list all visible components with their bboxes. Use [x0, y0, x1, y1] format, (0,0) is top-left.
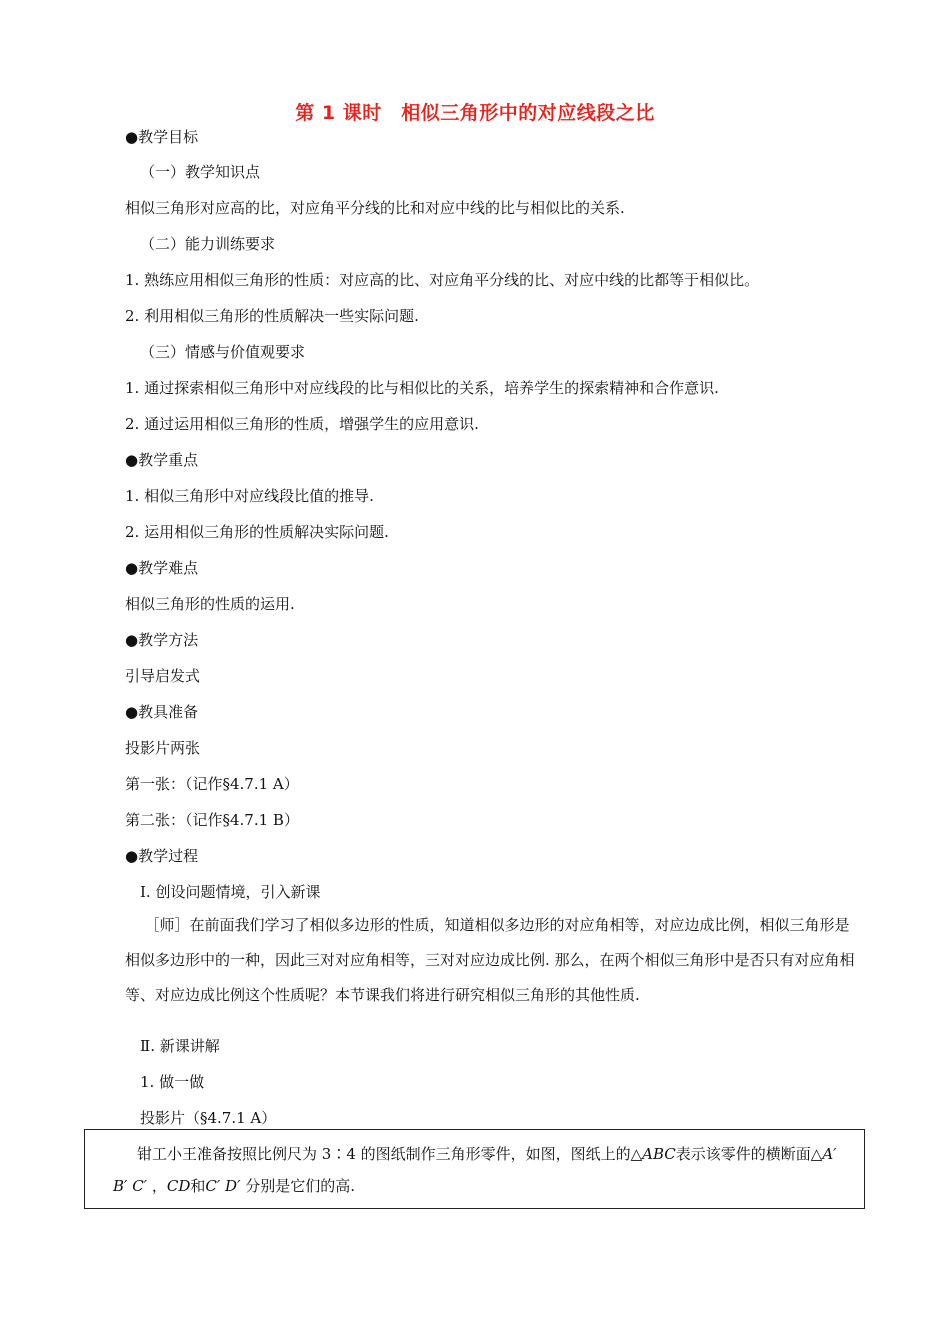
text-line: 第一张：（记作§4.7.1 A）: [125, 775, 299, 793]
subheading-ability: （二）能力训练要求: [140, 235, 276, 253]
section-heading-methods: ●教学方法: [125, 631, 199, 649]
segment-cd: CD: [166, 1177, 191, 1195]
box-text-part: 和: [190, 1177, 206, 1195]
text-line: 投影片两张: [125, 739, 201, 757]
text-line: 引导启发式: [125, 667, 201, 685]
subheading-try: 1. 做一做: [140, 1073, 205, 1091]
text-line: 1. 熟练应用相似三角形的性质：对应高的比、对应角平分线的比、对应中线的比都等于相似比。: [125, 271, 760, 289]
subheading-knowledge: （一）教学知识点: [140, 163, 261, 181]
text-line: 1. 通过探索相似三角形中对应线段的比与相似比的关系，培养学生的探索精神和合作意识.: [125, 379, 719, 397]
subheading-emotion: （三）情感与价值观要求: [140, 343, 306, 361]
text-line: 2. 运用相似三角形的性质解决实际问题.: [125, 523, 389, 541]
triangle-a1b1c1: A′ B′ C′: [113, 1145, 837, 1195]
section-heading-difficulties: ●教学难点: [125, 559, 199, 577]
subheading-intro: Ⅰ. 创设问题情境，引入新课: [140, 883, 321, 901]
box-text-part: ，: [147, 1177, 167, 1195]
text-line: 相似三角形的性质的运用.: [125, 595, 295, 613]
intro-paragraph: ［师］在前面我们学习了相似多边形的性质，知道相似多边形的对应角相等，对应边成比例，相似三角形是相似多边形中的一种，因此三对对应角相等，三对对应边成比例. 那么，在两个相似三角形中是否只有对应角相等、对应边成比例这个性质呢？本节课我们将进行研究相似三角形的其他性质.: [125, 916, 855, 1004]
subheading-new-lesson: Ⅱ. 新课讲解: [140, 1037, 220, 1055]
slide-reference: 投影片（§4.7.1 A）: [140, 1109, 277, 1127]
page-title: 第 1 课时 相似三角形中的对应线段之比: [295, 102, 655, 124]
text-line: 2. 利用相似三角形的性质解决一些实际问题.: [125, 307, 419, 325]
section-heading-objectives: ●教学目标: [125, 128, 199, 146]
triangle-abc: ABC: [642, 1145, 676, 1163]
slide-box: [84, 1129, 865, 1209]
text-line: 2. 通过运用相似三角形的性质，增强学生的应用意识.: [125, 415, 479, 433]
box-text-part: 钳工小王准备按照比例尺为 3∶4 的图纸制作三角形零件，如图，图纸上的△: [137, 1145, 643, 1163]
text-line: 1. 相似三角形中对应线段比值的推导.: [125, 487, 374, 505]
box-text-part: 分别是它们的高.: [240, 1177, 356, 1195]
section-heading-process: ●教学过程: [125, 847, 199, 865]
section-heading-materials: ●教具准备: [125, 703, 199, 721]
text-line: 相似三角形对应高的比，对应角平分线的比和对应中线的比与相似比的关系.: [125, 199, 625, 217]
section-heading-key-points: ●教学重点: [125, 451, 199, 469]
box-text-part: 表示该零件的横断面△: [675, 1145, 823, 1163]
segment-c1d1: C′ D′: [205, 1177, 241, 1195]
slide-box-text: [113, 1138, 853, 1202]
text-line: 第二张：（记作§4.7.1 B）: [125, 811, 299, 829]
